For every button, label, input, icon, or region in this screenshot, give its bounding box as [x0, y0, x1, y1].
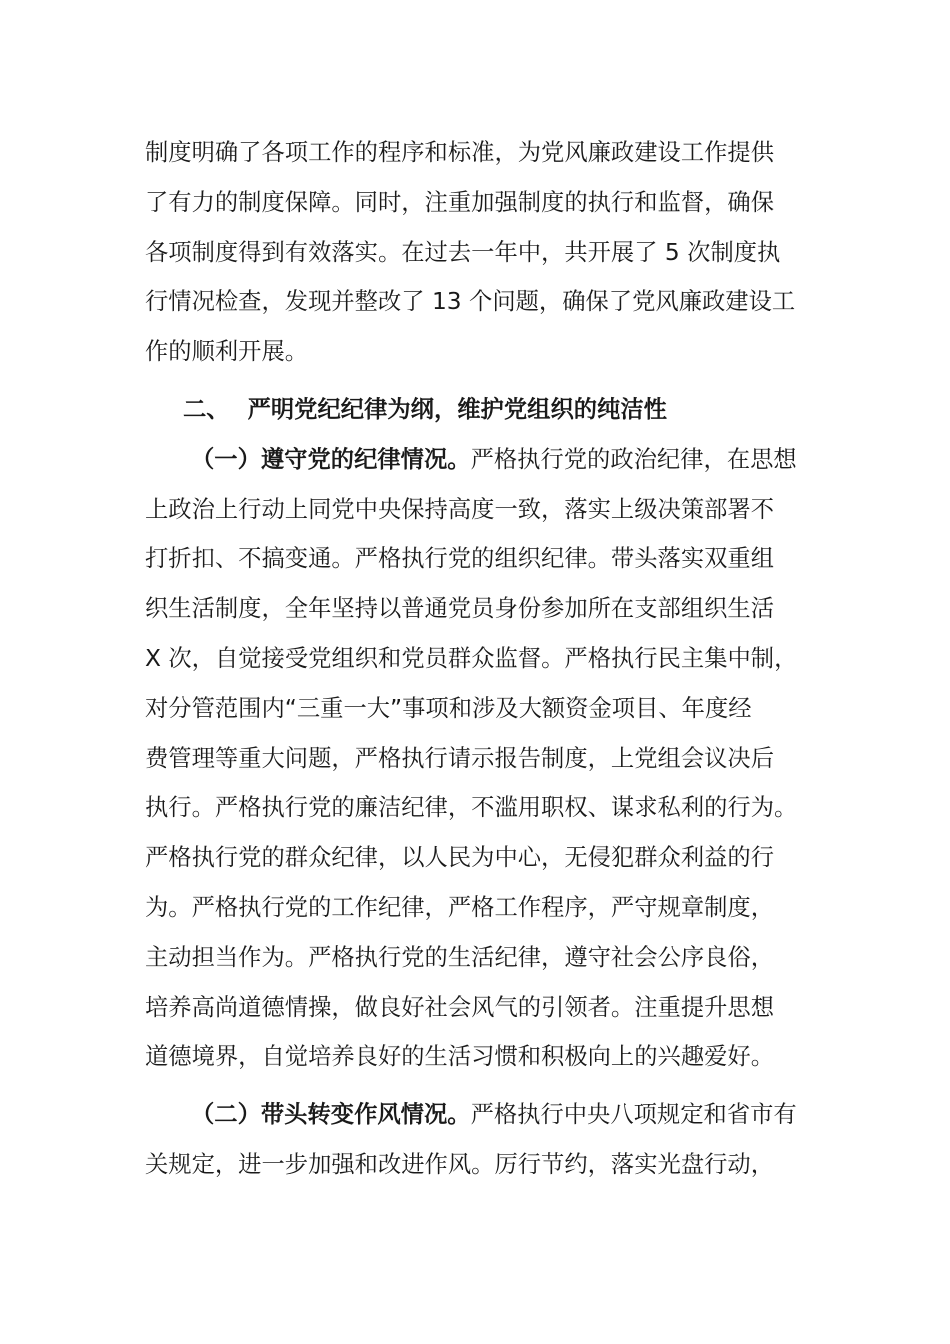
subsection-first-text: 严格执行党的政治纪律，在思想 — [470, 445, 797, 473]
text-line: 上政治上行动上同党中央保持高度一致，落实上级决策部署不 — [145, 495, 775, 523]
section-heading — [145, 385, 809, 435]
subsection-lead: （二）带头转变作风情况。 — [191, 1101, 471, 1129]
text-line: 制度明确了各项工作的程序和标准，为党风廉政建设工作提供 — [145, 139, 775, 166]
text-line: 道德境界，自觉培养良好的生活习惯和积极向上的兴趣爱好。 — [145, 1043, 775, 1071]
text-line: 作的顺利开展。 — [145, 338, 309, 366]
text-line-first — [145, 435, 809, 485]
text-line: 执行。严格执行党的廉洁纪律，不滥用职权、谋求私利的行为。 — [145, 794, 798, 822]
text-line: 织生活制度，全年坚持以普通党员身份参加所在支部组织生活 — [145, 595, 775, 623]
text-line: 行情况检查，发现并整改了 13 个问题，确保了党风廉政建设工 — [145, 288, 796, 316]
text-line: 主动担当作为。严格执行党的生活纪律，遵守社会公序良俗， — [145, 943, 775, 971]
text-line: 各项制度得到有效落实。在过去一年中，共开展了 5 次制度执 — [145, 238, 781, 266]
subsection-discipline — [145, 435, 809, 1082]
text-line: 打折扣、不搞变通。严格执行党的组织纪律。带头落实双重组 — [145, 545, 775, 573]
subsection-style — [145, 1090, 809, 1190]
paragraph-institution-guarantee — [145, 128, 809, 377]
section-title: 严明党纪纪律为纲，维护党组织的纯洁性 — [247, 395, 667, 423]
text-line: 了有力的制度保障。同时，注重加强制度的执行和监督，确保 — [145, 188, 775, 216]
text-line-first — [145, 1090, 809, 1140]
text-line: 培养高尚道德情操，做良好社会风气的引领者。注重提升思想 — [145, 993, 775, 1021]
section-number: 二、 — [183, 395, 230, 423]
document-body — [145, 128, 809, 1190]
subsection-first-text: 严格执行中央八项规定和省市有 — [470, 1101, 797, 1129]
subsection-lead: （一）遵守党的纪律情况。 — [191, 445, 471, 473]
text-line: 为。严格执行党的工作纪律，严格工作程序，严守规章制度， — [145, 893, 775, 921]
text-line: 对分管范围内“三重一大”事项和涉及大额资金项目、年度经 — [145, 694, 752, 722]
text-line: X 次，自觉接受党组织和党员群众监督。严格执行民主集中制， — [145, 644, 798, 672]
text-line: 严格执行党的群众纪律，以人民为中心，无侵犯群众利益的行 — [145, 844, 775, 872]
text-line: 费管理等重大问题，严格执行请示报告制度，上党组会议决后 — [145, 744, 775, 772]
text-line: 关规定，进一步加强和改进作风。厉行节约，落实光盘行动， — [145, 1150, 775, 1178]
